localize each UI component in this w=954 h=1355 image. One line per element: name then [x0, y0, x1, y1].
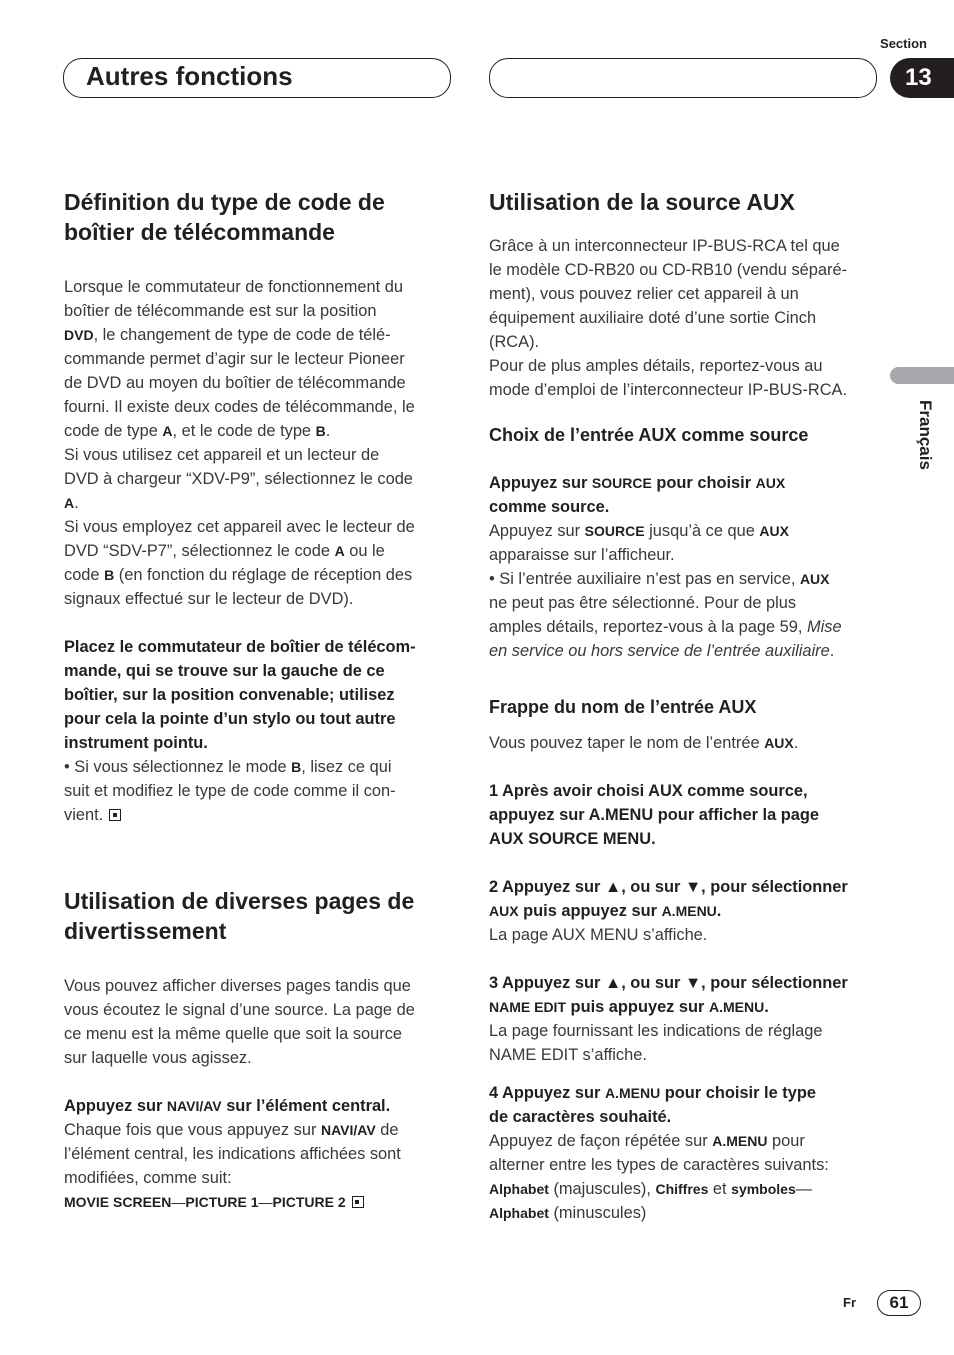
subheading-aux-name: Frappe du nom de l’entrée AUX — [489, 697, 757, 717]
language-tab-label: Français — [916, 400, 935, 470]
language-tab-bar — [890, 367, 954, 384]
end-mark-icon — [352, 1196, 364, 1208]
left-column — [64, 187, 456, 827]
remote-code-note: • Si vous sélectionnez le mode B, lisez ce qui suit et modifiez le type de code comme il con- vient. — [64, 758, 396, 824]
display-sequence: MOVIE SCREEN—PICTURE 1—PICTURE 2 — [64, 1194, 346, 1210]
aux-source-description: Appuyez sur SOURCE jusqu’à ce que AUX apparaisse sur l’afficheur. • Si l’entrée auxiliaire n’est pas en service, AUX ne peut pas être sélectionné. Pour de plus amples détails, reportez-vous à la page 59, Mise en service ou hors service de l’entrée auxiliaire. — [489, 522, 842, 660]
end-mark-icon — [109, 809, 121, 821]
remote-code-instruction: Placez le commutateur de boîtier de télécom- mande, qui se trouve sur la gauche de ce boîtier, sur la position convenable; utilisez pour cela la pointe d’un stylo ou tout autre instrument pointu. — [64, 638, 416, 752]
footer-language-code: Fr — [843, 1295, 856, 1310]
right-column — [489, 187, 881, 1225]
aux-source-instruction: Appuyez sur SOURCE pour choisir AUX comme source. — [489, 474, 786, 516]
aux-name-intro: Vous pouvez taper le nom de l’entrée AUX. — [489, 734, 799, 752]
step-2: 2 Appuyez sur ▲, ou sur ▼, pour sélectionner AUX puis appuyez sur A.MENU. — [489, 878, 848, 920]
entertainment-description: Chaque fois que vous appuyez sur NAVI/AV de l’élément central, les indications affichées sont modifiées, comme suit: MOVIE SCREEN—PICTURE 1—PICTURE 2 — [64, 1121, 401, 1210]
step-4: 4 Appuyez sur A.MENU pour choisir le type de caractères souhaité. — [489, 1084, 816, 1126]
entertainment-intro: Vous pouvez afficher diverses pages tandis que vous écoutez le signal d’une source. La page de ce menu est la même quelle que soit la source sur laquelle vous agissez. — [64, 977, 415, 1067]
page-title: Autres fonctions — [86, 61, 293, 91]
section-heading-remote-code: Définition du type de code de boîtier de télécommande — [64, 189, 385, 245]
page-number: 61 — [877, 1290, 921, 1316]
remote-code-intro: Lorsque le commutateur de fonctionnement du boîtier de télécommande est sur la position DVD, le changement de type de code de télé- commande permet d’agir sur le lecteur Pioneer de DVD au moyen du boîtier de télécommande fourni. Il existe deux codes de télécommande, le code de type A, et le code de type B. Si vous utilisez cet appareil et un lecteur de DVD à chargeur “XDV-P9”, sélectionnez le code A. Si vous employez cet appareil avec le lecteur de DVD “SDV-P7”, sélectionnez le code A ou le code B (en fonction du réglage de réception des signaux effectué sur le lecteur de DVD). — [64, 278, 415, 608]
entertainment-instruction: Appuyez sur NAVI/AV sur l’élément central. — [64, 1097, 391, 1115]
left-column-2 — [64, 886, 456, 1214]
header-pill-right — [489, 58, 877, 98]
step-3: 3 Appuyez sur ▲, ou sur ▼, pour sélectionner NAME EDIT puis appuyez sur A.MENU. — [489, 974, 848, 1016]
section-heading-aux: Utilisation de la source AUX — [489, 189, 795, 215]
section-label: Section — [880, 36, 927, 51]
step-2-result: La page AUX MENU s’affiche. — [489, 926, 708, 944]
step-3-result: La page fournissant les indications de réglage NAME EDIT s’affiche. — [489, 1022, 823, 1064]
section-number: 13 — [890, 58, 954, 98]
section-heading-entertainment: Utilisation de diverses pages de divertissement — [64, 888, 415, 944]
subheading-aux-source: Choix de l’entrée AUX comme source — [489, 425, 809, 445]
step-1: 1 Après avoir choisi AUX comme source, appuyez sur A.MENU pour afficher la page AUX SOURCE MENU. — [489, 782, 819, 848]
aux-intro: Grâce à un interconnecteur IP-BUS-RCA tel que le modèle CD-RB20 ou CD-RB10 (vendu séparé- ment), vous pouvez relier cet appareil à un équipement auxiliaire doté d’une sortie Cinch (RCA). Pour de plus amples détails, reportez-vous au mode d’emploi de l’interconnecteur IP-BUS-RCA. — [489, 237, 848, 399]
step-4-description: Appuyez de façon répétée sur A.MENU pour alterner entre les types de caractères suivants: Alphabet (majuscules), Chiffres et symboles— Alphabet (minuscules) — [489, 1132, 829, 1222]
